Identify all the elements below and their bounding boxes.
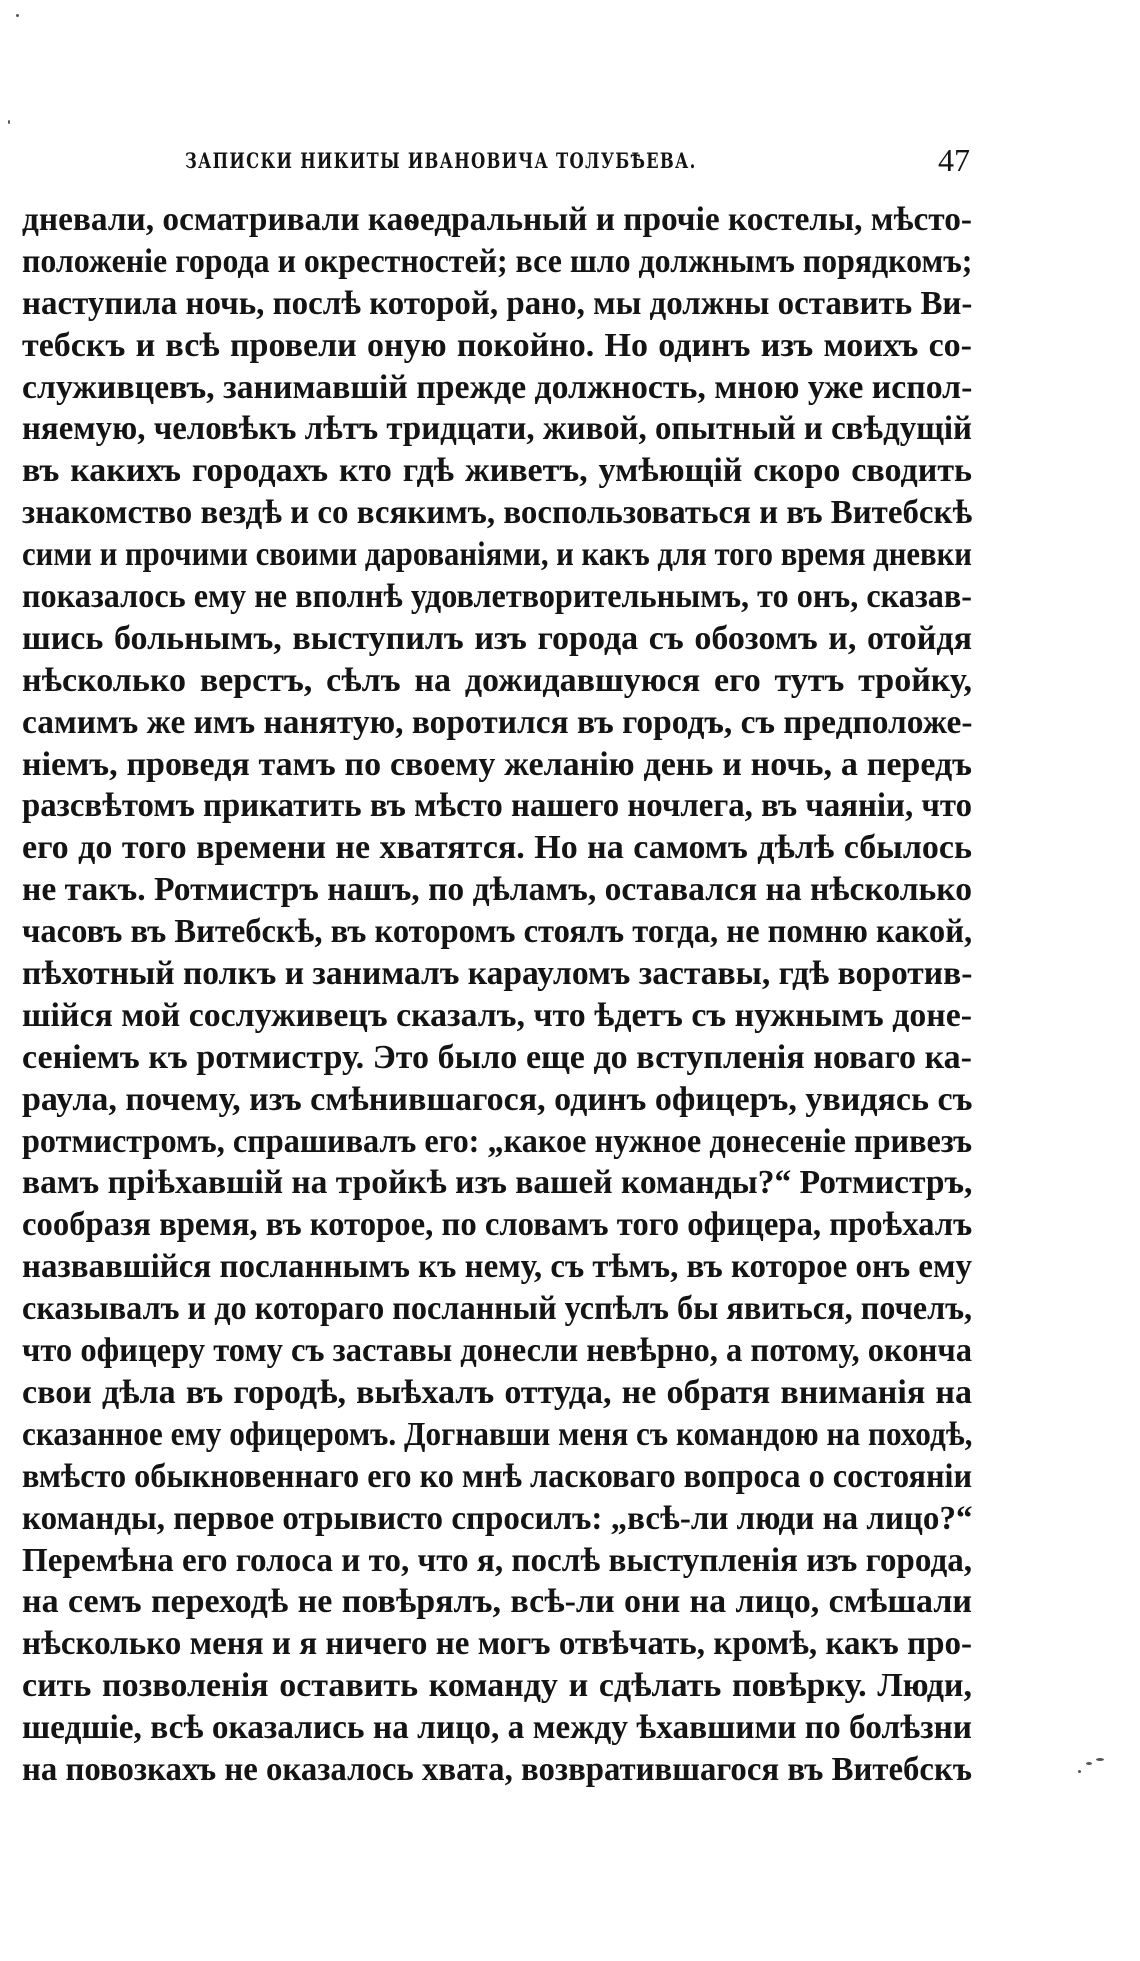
text-line: знакомство вездѣ и со всякимъ, воспользоваться и въ Витебскѣ	[22, 494, 973, 532]
text-line: сказывалъ и до котораго посланный успѣлъ бы явиться, почелъ,	[22, 1290, 973, 1328]
text-line: шедшіе, всѣ оказались на лицо, а между ѣхавшими по болѣзни	[22, 1709, 972, 1747]
text-line: ротмистромъ, спрашивалъ его: „какое нужное донесеніе привезъ	[22, 1122, 972, 1160]
text-line: что офицеру тому съ заставы донесли невѣрно, а потому, окончa	[22, 1332, 973, 1370]
text-line: въ какихъ городахъ кто гдѣ живетъ, умѣющій скоро сводить	[22, 452, 972, 490]
text-line: нѣсколько меня и я ничего не могъ отвѣчать, кромѣ, какъ про-	[22, 1625, 972, 1663]
scan-speck	[16, 14, 19, 17]
text-line: назвавшійся посланнымъ къ нему, съ тѣмъ, въ которое онъ ему	[22, 1248, 972, 1286]
text-line: няемую, человѣкъ лѣтъ тридцати, живой, опытный и свѣдущій	[22, 410, 972, 448]
text-line: сообразя время, въ которое, по словамъ того офицера, проѣхалъ	[22, 1206, 973, 1244]
text-line: свои дѣла въ городѣ, выѣхалъ оттуда, не обратя вниманія на	[22, 1373, 972, 1411]
text-line: нѣсколько верстъ, сѣлъ на дожидавшуюся его тутъ тройку,	[22, 661, 972, 699]
scan-speck	[1078, 1770, 1081, 1773]
text-line: сими и прочими своими дарованіями, и какъ для того время дневки	[22, 536, 972, 574]
text-line: часовъ въ Витебскѣ, въ которомъ стоялъ тогда, не помню какой,	[22, 913, 973, 951]
text-line: дневали, осматривали каѳедральный и прочіе костелы, мѣсто-	[22, 201, 972, 238]
running-head: ЗАПИСКИ НИКИТЫ ИВАНОВИЧА ТОЛУБѢЕВА.	[185, 148, 697, 173]
text-line: наступила ночь, послѣ которой, рано, мы должны оставить Ви-	[22, 284, 973, 322]
text-line: вмѣсто обыкновеннаго его ко мнѣ ласковаго вопроса о состояніи	[22, 1457, 973, 1495]
text-line: Перемѣна его голоса и то, что я, послѣ выступленія изъ города,	[22, 1541, 973, 1579]
text-line: пѣхотный полкъ и занималъ карауломъ заставы, гдѣ воротив-	[22, 955, 973, 993]
page-header	[185, 142, 970, 182]
text-line: раула, почему, изъ смѣнившагося, одинъ офицеръ, увидясь съ	[22, 1080, 973, 1118]
text-line: команды, первое отрывисто спросилъ: „всѣ-ли люди на лицо?“	[22, 1499, 973, 1537]
text-line: шись больнымъ, выступилъ изъ города съ обозомъ и, отойдя	[22, 619, 972, 657]
page-number: 47	[938, 142, 970, 178]
text-line: положеніе города и окрестностей; все шло должнымъ порядкомъ;	[22, 242, 973, 280]
text-line: на повозкахъ не оказалось хвата, возвратившагося въ Витебскъ	[22, 1750, 972, 1788]
body-text	[22, 199, 972, 1791]
text-line: сказанное ему офицеромъ. Догнавши меня съ командою на походѣ,	[22, 1415, 973, 1453]
text-line: не такъ. Ротмистръ нашъ, по дѣламъ, оставался на нѣсколько	[22, 871, 972, 909]
text-line: разсвѣтомъ прикатить въ мѣсто нашего ночлега, въ чаяніи, что	[22, 787, 972, 825]
text-line: показалось ему не вполнѣ удовлетворительнымъ, то онъ, сказав-	[22, 578, 972, 616]
text-line: вамъ пріѣхавшій на тройкѣ изъ вашей команды?“ Ротмистръ,	[22, 1164, 973, 1202]
scan-speck	[1086, 1762, 1092, 1765]
scan-speck	[1096, 1758, 1104, 1761]
text-line: ніемъ, проведя тамъ по своему желанію день и ночь, а передъ	[22, 745, 972, 783]
text-line: на семъ переходѣ не повѣрялъ, всѣ-ли они на лицо, смѣшали	[22, 1583, 972, 1621]
scan-speck	[8, 120, 10, 124]
text-line: тебскъ и всѣ провели оную покойно. Но одинъ изъ моихъ со-	[22, 326, 972, 364]
text-line: сить позволенія оставить команду и сдѣлать повѣрку. Люди,	[22, 1667, 972, 1705]
text-line: самимъ же имъ нанятую, воротился въ городъ, съ предположе-	[22, 703, 973, 741]
text-line: сеніемъ къ ротмистру. Это было еще до вступленія новаго ка-	[22, 1038, 972, 1076]
text-line: служивцевъ, занимавшій прежде должность, мною уже испол-	[22, 368, 973, 406]
text-line: его до того времени не хватятся. Но на самомъ дѣлѣ сбылось	[22, 829, 972, 867]
text-line: шійся мой сослуживецъ сказалъ, что ѣдетъ съ нужнымъ доне-	[22, 996, 972, 1034]
